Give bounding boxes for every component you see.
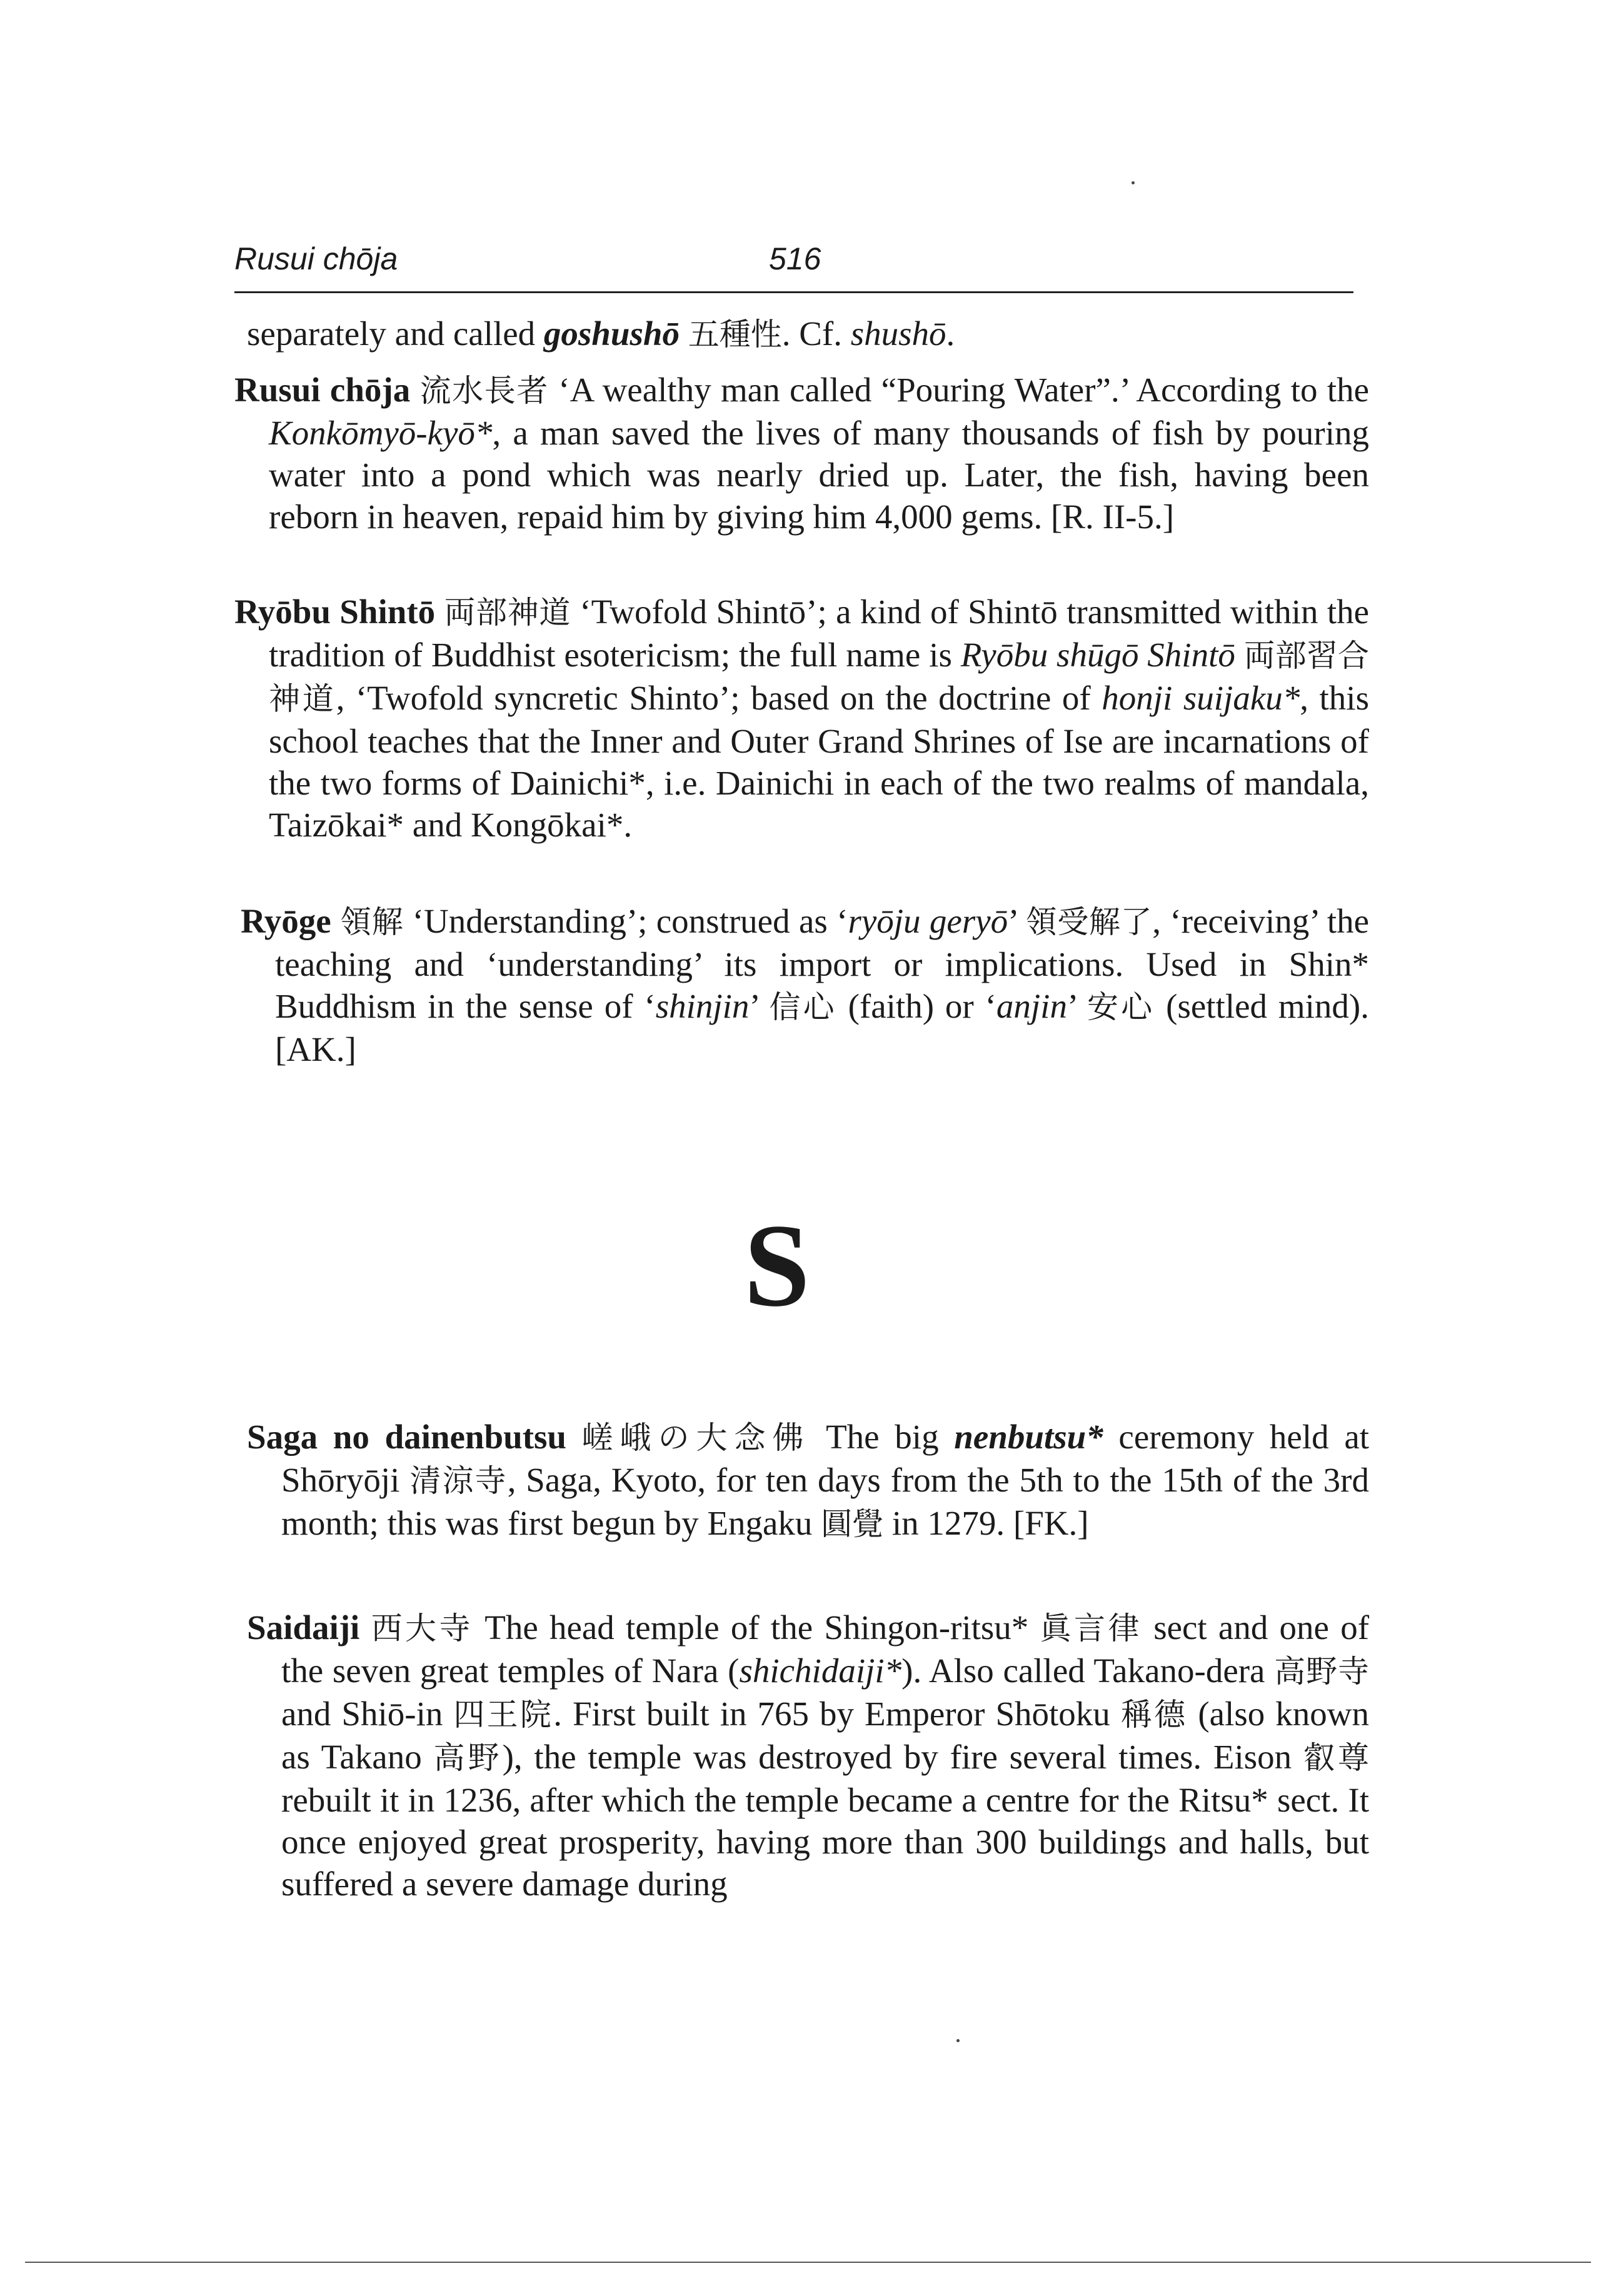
entry-kanji: 安心	[1087, 989, 1155, 1025]
entry-text: ). Also called Takano-dera	[901, 1652, 1275, 1690]
entry-term: goshushō	[543, 314, 680, 353]
entry-text: ‘A wealthy man called “Pouring Water”.’ According to the	[548, 371, 1370, 409]
entry-kanji: 嵯峨の大念佛	[581, 1420, 811, 1456]
running-head-title: Rusui chōja	[234, 241, 398, 276]
entry-headword: Ryōbu Shintō	[234, 593, 436, 631]
entry-text: separately and called	[247, 314, 544, 353]
entry-text: .	[946, 314, 955, 353]
scan-edge-rule	[25, 2262, 1591, 2263]
entry-text: ’	[749, 987, 770, 1025]
entry-rusui-choja	[234, 369, 1369, 538]
entry-kanji: 圓覺	[821, 1506, 884, 1542]
entry-text: ), the temple was destroyed by fire several times. Eison	[502, 1738, 1303, 1776]
entry-text: (faith) or ‘	[836, 987, 996, 1025]
entry-term: shushō	[850, 314, 946, 353]
entry-text: , a man saved the lives of many thousands of fish by pouring water into a pond which was nearly dried up. Later, the fish, having been reborn in heaven, repaid him by giving him 4,000 gems. [R. II-5.]	[269, 414, 1369, 536]
entry-headword: Ryōge	[241, 902, 331, 940]
entry-kanji: 叡尊	[1303, 1740, 1370, 1776]
entry-saidaiji	[247, 1607, 1369, 1905]
entry-text: sect and one of the seven great temples of Nara (	[281, 1608, 1370, 1690]
section-letter: S	[744, 1200, 810, 1331]
entry-text: . First built in 765 by Emperor Shōtoku	[553, 1695, 1121, 1733]
entry-term: nenbutsu*	[954, 1418, 1103, 1456]
entry-text: , Saga, Kyoto, for ten days from the 5th to the 15th of the 3rd month; this was first begun by Engaku	[281, 1461, 1370, 1542]
entry-kanji: 信心	[769, 989, 837, 1025]
entry-term: shinjin	[655, 987, 750, 1025]
scan-speck	[956, 2039, 960, 2042]
entry-headword: Rusui chōja	[234, 371, 411, 409]
entry-term: honji suijaku*	[1102, 679, 1300, 717]
entry-kanji: 流水長者	[419, 373, 549, 409]
entry-text: , ‘Twofold syncretic Shinto’; based on the doctrine of	[336, 679, 1102, 717]
entry-term: Konkōmyō-kyō*	[269, 414, 493, 452]
entry-text: ’	[1066, 987, 1088, 1025]
entry-ryoge	[241, 900, 1369, 1070]
entry-saga-no-dainenbutsu	[247, 1416, 1369, 1545]
entry-term: anjin	[996, 987, 1067, 1025]
entry-kanji: 清涼寺	[409, 1463, 508, 1499]
entry-text: The head temple of the Shingon-ritsu*	[473, 1608, 1040, 1647]
entry-kanji: 領解	[340, 904, 404, 940]
entry-kanji: 稱德	[1120, 1697, 1188, 1733]
running-header	[234, 241, 1353, 291]
scan-speck	[1132, 181, 1135, 184]
entry-kanji: 領受解了	[1025, 904, 1153, 940]
entry-text: and Shiō-in	[281, 1695, 454, 1733]
entry-kanji: 眞言律	[1040, 1610, 1142, 1647]
entry-text: ’	[1008, 902, 1026, 940]
entry-kanji: 高野	[433, 1740, 503, 1776]
entry-text: ‘Understanding’; construed as ‘	[403, 902, 848, 940]
entry-kanji: 西大寺	[371, 1610, 473, 1647]
entry-ryobu-shinto	[234, 591, 1369, 846]
entry-continuation	[247, 313, 1335, 356]
entry-term: Ryōbu shūgō Shintō	[960, 636, 1235, 674]
entry-kanji: 五種性	[688, 316, 782, 353]
header-rule	[234, 291, 1353, 293]
entry-text: , ‘receiving’ the teaching and ‘understanding’ its import or implications. Used in Shin* Buddhism in the sense of ‘	[275, 902, 1370, 1025]
entry-text: , this school teaches that the Inner and Outer Grand Shrines of Ise are incarnations of the two forms of Dainichi*, i.e. Dainichi in each of the two realms of mandala, Taizōkai* and Kongōkai*.	[269, 679, 1369, 844]
entry-term: shichidaiji*	[739, 1652, 902, 1690]
entry-text: (also known as Takano	[281, 1695, 1370, 1776]
entry-text: ‘Twofold Shintō’; a kind of Shintō transmitted within the tradition of Buddhist esotericism; the full name is	[269, 593, 1370, 674]
entry-headword: Saidaiji	[247, 1608, 360, 1647]
entry-kanji: 四王院	[453, 1697, 554, 1733]
entry-headword: Saga no dainenbutsu	[247, 1418, 567, 1456]
entry-text: . Cf.	[781, 314, 851, 353]
entry-term: ryōju geryō	[848, 902, 1008, 940]
entry-text: (settled mind). [AK.]	[275, 987, 1369, 1068]
entry-kanji: 高野寺	[1274, 1653, 1369, 1690]
entry-text: in 1279. [FK.]	[883, 1504, 1089, 1542]
entry-kanji: 両部習合神道	[269, 638, 1370, 717]
entry-kanji: 両部神道	[444, 594, 571, 631]
page-number: 516	[769, 241, 821, 276]
entry-text: ceremony held at Shōryōji	[281, 1418, 1370, 1499]
entry-text: The big	[810, 1418, 955, 1456]
entry-text: rebuilt it in 1236, after which the temple became a centre for the Ritsu* sect. It once enjoyed great prosperity, having more than 300 buildings and halls, but suffered a severe damage during	[281, 1781, 1369, 1903]
